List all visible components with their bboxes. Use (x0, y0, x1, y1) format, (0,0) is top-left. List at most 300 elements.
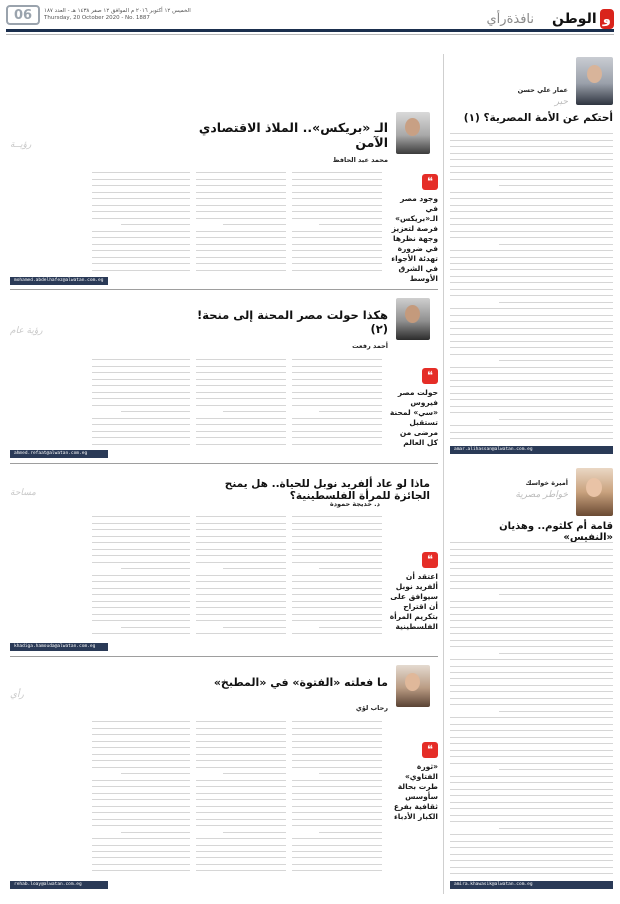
text-line (92, 865, 190, 871)
text-line (450, 290, 613, 296)
text-line (196, 589, 286, 595)
section-title: نافذةرأي (486, 12, 534, 27)
text-line (450, 381, 613, 387)
article-body (92, 167, 190, 275)
text-line (196, 511, 286, 517)
text-line (450, 569, 613, 575)
text-line (92, 212, 190, 218)
author-photo (576, 468, 613, 516)
text-line (92, 399, 190, 405)
pull-quote: ❝ «ثورة الفتاوي» طرت بحالة سأوسس ثقافية بفرع الكبار الأدباء (388, 742, 438, 822)
text-line (196, 517, 286, 523)
text-line (292, 530, 382, 536)
text-line (292, 173, 382, 179)
text-line (292, 524, 382, 530)
text-line (292, 742, 382, 748)
text-line (92, 530, 190, 536)
text-line (92, 787, 190, 793)
text-line (292, 735, 382, 741)
text-line (196, 550, 286, 556)
text-line (450, 751, 613, 757)
text-line (92, 524, 190, 530)
text-line (292, 251, 382, 257)
text-line (450, 141, 613, 147)
article-headline[interactable]: ما فعلته «الفتوة» في «المطبخ» (213, 676, 388, 689)
text-line (450, 777, 613, 783)
text-line (223, 768, 286, 774)
text-line (292, 589, 382, 595)
text-line (450, 654, 613, 660)
article-author: رحاب لؤي (355, 704, 388, 712)
text-line (292, 225, 382, 231)
text-line (450, 186, 613, 192)
text-line (292, 781, 382, 787)
article-headline[interactable]: قامة أم كلثوم.. وهذيان «النفيس» (499, 521, 613, 543)
text-line (92, 839, 190, 845)
text-line (196, 628, 286, 634)
text-line (450, 673, 613, 679)
text-line (292, 582, 382, 588)
text-line (450, 160, 613, 166)
text-line (499, 589, 613, 595)
logo-text: الوطن (552, 11, 597, 27)
text-line (292, 438, 382, 444)
text-line (92, 258, 190, 264)
text-line (292, 511, 382, 517)
text-line (292, 813, 382, 819)
text-line (450, 316, 613, 322)
text-line (196, 425, 286, 431)
text-line (92, 517, 190, 523)
text-line (292, 722, 382, 728)
text-line (450, 271, 613, 277)
text-line (292, 354, 382, 360)
text-line (450, 284, 613, 290)
text-line (450, 816, 613, 822)
text-line (92, 425, 190, 431)
text-line (196, 438, 286, 444)
text-line (92, 432, 190, 438)
text-line (450, 329, 613, 335)
text-line (499, 647, 613, 653)
text-line (196, 264, 286, 270)
text-line (92, 245, 190, 251)
text-line (292, 180, 382, 186)
text-line (292, 360, 382, 366)
text-line (223, 219, 286, 225)
article-body (292, 511, 382, 639)
article-body (292, 716, 382, 876)
text-line (450, 310, 613, 316)
text-line (196, 524, 286, 530)
text-line (450, 128, 613, 134)
text-line (92, 628, 190, 634)
text-line (499, 355, 613, 361)
text-line (450, 563, 613, 569)
text-line (450, 770, 613, 776)
text-line (92, 608, 190, 614)
text-line (92, 167, 190, 173)
text-line (292, 419, 382, 425)
text-line (450, 232, 613, 238)
text-line (450, 206, 613, 212)
text-line (92, 537, 190, 543)
article-author: عمار علي حسن (517, 86, 568, 94)
text-line (292, 628, 382, 634)
text-line (292, 833, 382, 839)
text-line (292, 432, 382, 438)
text-line (450, 439, 613, 443)
text-line (196, 813, 286, 819)
text-line (92, 556, 190, 562)
article-body (450, 128, 613, 443)
header-rule-thin (6, 34, 614, 35)
logo-mark-icon: و (600, 9, 614, 29)
text-line (450, 147, 613, 153)
text-line (450, 348, 613, 354)
text-line (292, 199, 382, 205)
text-line (450, 719, 613, 725)
text-line (223, 406, 286, 412)
text-line (196, 774, 286, 780)
text-line (450, 725, 613, 731)
author-photo (396, 665, 430, 707)
text-line (450, 212, 613, 218)
text-line (450, 796, 613, 802)
text-line (292, 716, 382, 722)
article-headline[interactable]: ماذا لو عاد ألفريد نوبل للحياة.. هل يمنح الجائزة للمرأة الفلسطينية؟ (224, 478, 430, 502)
article-kicker: مساحة (10, 488, 36, 498)
text-line (196, 602, 286, 608)
text-line (450, 134, 613, 140)
text-line (196, 859, 286, 865)
text-line (292, 794, 382, 800)
text-line (196, 373, 286, 379)
text-line (292, 517, 382, 523)
text-line (450, 732, 613, 738)
article-divider (10, 289, 438, 290)
text-line (196, 761, 286, 767)
text-line (292, 800, 382, 806)
text-line (292, 761, 382, 767)
text-line (450, 264, 613, 270)
text-line (450, 861, 613, 867)
text-line (92, 615, 190, 621)
text-line (499, 822, 613, 828)
author-photo (576, 57, 613, 105)
page-header (6, 5, 614, 45)
text-line (450, 829, 613, 835)
article-body (92, 511, 190, 639)
text-line (450, 634, 613, 640)
text-line (92, 412, 190, 418)
text-line (196, 199, 286, 205)
article-body (196, 511, 286, 639)
text-line (121, 768, 190, 774)
text-line (92, 550, 190, 556)
text-line (450, 667, 613, 673)
issue-date (44, 8, 191, 22)
text-line (450, 323, 613, 329)
text-line (292, 232, 382, 238)
text-line (121, 406, 190, 412)
text-line (450, 803, 613, 809)
text-line (292, 615, 382, 621)
text-line (92, 761, 190, 767)
text-line (292, 550, 382, 556)
text-line (196, 595, 286, 601)
text-line (292, 537, 382, 543)
article-headline[interactable]: الـ «بريكس».. الملاذ الاقتصادي الآمن (198, 120, 388, 150)
text-line (450, 738, 613, 744)
text-line (196, 180, 286, 186)
text-line (292, 186, 382, 192)
text-line (92, 833, 190, 839)
page-number: 06 (6, 5, 40, 25)
text-line (450, 680, 613, 686)
text-line (292, 608, 382, 614)
text-line (450, 426, 613, 432)
text-line (292, 852, 382, 858)
text-line (196, 716, 286, 722)
text-line (450, 842, 613, 848)
text-line (292, 748, 382, 754)
text-line (292, 264, 382, 270)
text-line (292, 212, 382, 218)
author-email[interactable]: khadiga.hamouda@alwatan.com.eg (10, 643, 108, 651)
text-line (292, 859, 382, 865)
text-line (450, 608, 613, 614)
text-line (92, 232, 190, 238)
text-line (450, 368, 613, 374)
quote-icon (422, 174, 438, 190)
text-line (196, 412, 286, 418)
text-line (196, 787, 286, 793)
text-line (319, 406, 382, 412)
text-line (196, 238, 286, 244)
text-line (450, 693, 613, 699)
text-line (450, 745, 613, 751)
text-line (92, 794, 190, 800)
text-line (92, 386, 190, 392)
pull-quote: ❝ اعتقد أن ألفريد نوبل سيوافق على أن اقتراح بتكريم المرأة الفلسطينية (388, 552, 438, 632)
text-line (292, 425, 382, 431)
text-line (319, 621, 382, 627)
text-line (92, 722, 190, 728)
text-line (450, 621, 613, 627)
text-line (450, 245, 613, 251)
text-line (196, 556, 286, 562)
text-line (196, 212, 286, 218)
text-line (292, 373, 382, 379)
text-line (92, 238, 190, 244)
article-body (292, 354, 382, 446)
text-line (450, 602, 613, 608)
text-line (92, 800, 190, 806)
text-line (499, 764, 613, 770)
article-headline[interactable]: هكذا حولت مصر المحنة إلى منحة! (٢) (196, 308, 388, 336)
text-line (450, 420, 613, 426)
text-line (450, 550, 613, 556)
text-line (292, 271, 382, 275)
text-line (196, 634, 286, 639)
text-line (196, 251, 286, 257)
author-email[interactable]: ahmed.refaat@alwatan.com.eg (10, 450, 108, 458)
text-line (450, 641, 613, 647)
text-line (292, 865, 382, 871)
author-photo (396, 112, 430, 154)
text-line (92, 872, 190, 876)
text-line (292, 167, 382, 173)
text-line (223, 563, 286, 569)
text-line (292, 193, 382, 199)
text-line (292, 412, 382, 418)
text-line (450, 433, 613, 439)
text-line (450, 173, 613, 179)
text-line (196, 729, 286, 735)
text-line (450, 686, 613, 692)
text-line (92, 742, 190, 748)
text-line (196, 354, 286, 360)
text-line (223, 826, 286, 832)
text-line (196, 206, 286, 212)
text-line (196, 735, 286, 741)
text-line (92, 569, 190, 575)
author-photo (396, 298, 430, 340)
text-line (196, 608, 286, 614)
text-line (92, 755, 190, 761)
newspaper-logo[interactable] (552, 7, 614, 31)
header-rule (6, 29, 614, 32)
text-line (292, 807, 382, 813)
text-line (292, 569, 382, 575)
text-line (92, 199, 190, 205)
text-line (92, 774, 190, 780)
article-kicker: رؤيــة (10, 140, 32, 150)
quote-icon (422, 552, 438, 568)
text-line (92, 820, 190, 826)
text-line (450, 361, 613, 367)
text-line (92, 360, 190, 366)
pull-quote: ❝ وجود مصر في الـ«بريكس» فرصة لتعزيز وجهة نظرها في ضرورة تهدئة الأجواء في الشرق الأوسط (388, 174, 438, 284)
column-divider (443, 54, 444, 894)
text-line (92, 543, 190, 549)
text-line (92, 180, 190, 186)
article-body (196, 167, 286, 275)
text-line (196, 576, 286, 582)
author-email[interactable]: rehab.loay@alwatan.com.eg (10, 881, 108, 889)
text-line (196, 173, 286, 179)
article-author: أحمد رفعت (352, 342, 388, 350)
text-line (196, 245, 286, 251)
text-line (196, 872, 286, 876)
text-line (450, 342, 613, 348)
text-line (450, 848, 613, 854)
text-line (292, 820, 382, 826)
text-line (196, 380, 286, 386)
text-line (319, 563, 382, 569)
text-line (450, 336, 613, 342)
text-line (92, 582, 190, 588)
text-line (292, 206, 382, 212)
text-line (196, 615, 286, 621)
text-line (319, 768, 382, 774)
text-line (92, 852, 190, 858)
text-line (92, 438, 190, 444)
text-line (196, 367, 286, 373)
text-line (92, 748, 190, 754)
text-line (450, 258, 613, 264)
text-line (450, 615, 613, 621)
text-line (450, 277, 613, 283)
text-line (450, 868, 613, 874)
text-line (292, 543, 382, 549)
issue-date-en: Thursday, 20 October 2020 - No. 1887 (44, 15, 150, 21)
text-line (121, 621, 190, 627)
text-line (196, 386, 286, 392)
author-email[interactable]: amira.khawasik@alwatan.com.eg (450, 881, 613, 889)
article-body (92, 716, 190, 876)
text-line (92, 735, 190, 741)
text-line (92, 373, 190, 379)
text-line (196, 582, 286, 588)
text-line (292, 367, 382, 373)
text-line (450, 537, 613, 543)
author-email[interactable]: mohamed.abdelhafez@alwatan.com.eg (10, 277, 108, 285)
text-line (499, 706, 613, 712)
text-line (499, 297, 613, 303)
text-line (499, 238, 613, 244)
text-line (196, 393, 286, 399)
text-line (292, 380, 382, 386)
text-line (292, 238, 382, 244)
text-line (450, 809, 613, 815)
text-line (450, 699, 613, 705)
text-line (450, 387, 613, 393)
text-line (450, 167, 613, 173)
article-kicker: خواطر مصرية (515, 490, 568, 500)
text-line (92, 186, 190, 192)
text-line (319, 219, 382, 225)
text-line (292, 386, 382, 392)
text-line (450, 374, 613, 380)
text-line (292, 399, 382, 405)
text-line (92, 807, 190, 813)
text-line (92, 264, 190, 270)
article-divider (10, 656, 438, 657)
text-line (92, 589, 190, 595)
text-line (450, 855, 613, 861)
text-line (92, 859, 190, 865)
text-line (292, 602, 382, 608)
author-email[interactable]: amar.alihassan@alwatan.com.eg (450, 446, 613, 454)
text-line (450, 394, 613, 400)
text-line (450, 595, 613, 601)
text-line (92, 781, 190, 787)
text-line (450, 790, 613, 796)
text-line (196, 781, 286, 787)
text-line (292, 755, 382, 761)
article-headline[interactable]: أحتكم عن الأمة المصرية؟ (١) (463, 112, 613, 124)
pull-quote: ❝ حولت مصر فيروس «سي» لمحنة تستقبل مرضى من كل العالم (388, 368, 438, 448)
text-line (92, 271, 190, 275)
article-author: أميرة خواسك (525, 479, 568, 487)
text-line (196, 167, 286, 173)
text-line (92, 511, 190, 517)
text-line (292, 576, 382, 582)
quote-icon (422, 368, 438, 384)
text-line (223, 621, 286, 627)
